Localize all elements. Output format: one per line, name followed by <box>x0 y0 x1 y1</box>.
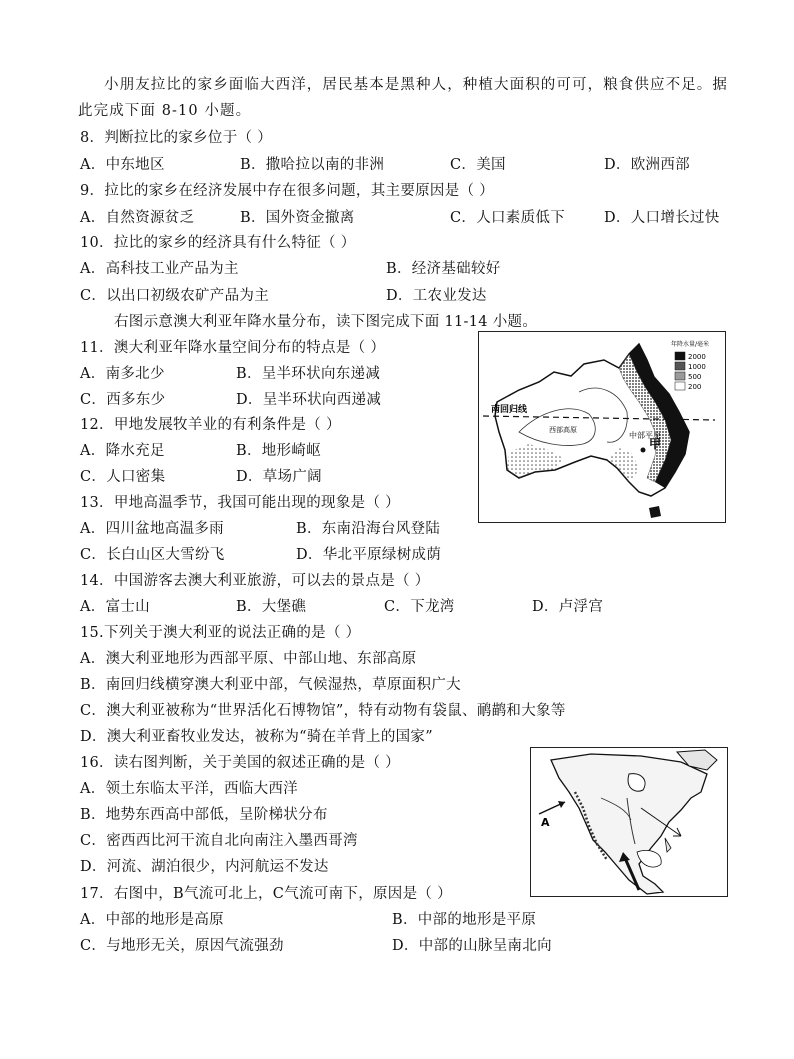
q13-option-d[interactable]: D．华北平原绿树成荫 <box>296 547 442 563</box>
q16-option-c[interactable]: C．密西西比河干流自北向南注入墨西哥湾 <box>80 833 358 849</box>
q8-option-b[interactable]: B．撒哈拉以南的非洲 <box>240 157 385 173</box>
q10-option-a[interactable]: A．高科技工业产品为主 <box>80 261 239 277</box>
q8-option-c[interactable]: C．美国 <box>450 157 506 173</box>
q12-stem: 12．甲地发展牧羊业的有利条件是（ ） <box>80 417 341 433</box>
legend-swatch-2000 <box>675 352 685 360</box>
q15-option-c[interactable]: C．澳大利亚被称为“世界活化石博物馆”，特有动物有袋鼠、鸸鹋和大象等 <box>80 703 566 719</box>
intro-8-10-line2: 此完成下面 8-10 小题。 <box>78 103 252 119</box>
north-america-airflow-map <box>530 747 728 897</box>
q16-option-b[interactable]: B．地势东西高中部低，呈阶梯状分布 <box>80 807 328 823</box>
q13-option-a[interactable]: A．四川盆地高温多雨 <box>80 521 224 537</box>
point-jia-marker <box>641 448 646 453</box>
q10-option-b[interactable]: B．经济基础较好 <box>386 261 501 277</box>
q12-option-b[interactable]: B．地形崎岖 <box>236 443 321 459</box>
legend-swatch-1000 <box>675 362 685 370</box>
q14-option-d[interactable]: D．卢浮宫 <box>532 599 604 615</box>
legend-title: 年降水量/毫米 <box>671 341 710 348</box>
q16-stem: 16．读右图判断，关于美国的叙述正确的是（ ） <box>80 755 400 771</box>
legend-label-2000: 2000 <box>688 353 706 361</box>
q14-option-a[interactable]: A．富士山 <box>80 599 150 615</box>
q9-option-b[interactable]: B．国外资金撤离 <box>240 210 355 226</box>
q11-option-c[interactable]: C．西多东少 <box>80 392 166 408</box>
q12-option-c[interactable]: C．人口密集 <box>80 469 166 485</box>
intro-11-14: 右图示意澳大利亚年降水量分布，读下图完成下面 11-14 小题。 <box>114 314 538 330</box>
q9-option-a[interactable]: A．自然资源贫乏 <box>80 210 195 226</box>
q10-option-c[interactable]: C．以出口初级农矿产品为主 <box>80 288 269 304</box>
legend-swatch-200 <box>675 382 685 390</box>
basin-label: 中部平原 <box>629 431 661 440</box>
q11-option-b[interactable]: B．呈半环状向东递减 <box>236 366 381 382</box>
q13-option-c[interactable]: C．长白山区大雪纷飞 <box>80 547 225 563</box>
intro-8-10-line1: 小朋友拉比的家乡面临大西洋，居民基本是黑种人，种植大面积的可可，粮食供应不足。据 <box>104 77 728 93</box>
q17-option-c[interactable]: C．与地形无关，原因气流强劲 <box>80 938 284 954</box>
tasmania <box>649 506 661 518</box>
q15-stem: 15.下列关于澳大利亚的说法正确的是（ ） <box>80 625 361 641</box>
q8-stem: 8．判断拉比的家乡位于（ ） <box>80 130 273 146</box>
q9-option-c[interactable]: C．人口素质低下 <box>450 210 565 226</box>
point-jia-label: 甲 <box>649 437 662 451</box>
q9-stem: 9．拉比的家乡在经济发展中存在很多问题，其主要原因是（ ） <box>80 183 495 199</box>
q11-option-d[interactable]: D．呈半环状向西递减 <box>236 392 382 408</box>
q10-option-d[interactable]: D．工农业发达 <box>386 288 487 304</box>
q9-option-d[interactable]: D．人口增长过快 <box>604 210 720 226</box>
q17-stem: 17．右图中，B气流可北上，C气流可南下，原因是（ ） <box>80 886 452 902</box>
florida <box>665 838 671 852</box>
q8-option-d[interactable]: D．欧洲西部 <box>604 157 690 173</box>
q14-option-c[interactable]: C．下龙湾 <box>384 599 455 615</box>
q10-stem: 10．拉比的家乡的经济具有什么特征（ ） <box>80 235 356 251</box>
q16-option-d[interactable]: D．河流、湖泊很少，内河航运不发达 <box>80 859 329 875</box>
q13-option-b[interactable]: B．东南沿海台风登陆 <box>296 521 441 537</box>
q8-option-a[interactable]: A．中东地区 <box>80 157 165 173</box>
q14-option-b[interactable]: B．大堡礁 <box>236 599 307 615</box>
q16-option-a[interactable]: A．领土东临太平洋，西临大西洋 <box>80 781 298 797</box>
q17-option-b[interactable]: B．中部的地形是平原 <box>392 912 537 928</box>
q15-option-a[interactable]: A．澳大利亚地形为西部平原、中部山地、东部高原 <box>80 651 417 667</box>
legend-label-1000: 1000 <box>688 363 706 371</box>
airflow-a-label: A <box>541 816 550 829</box>
legend-label-500: 500 <box>688 373 702 381</box>
australia-precipitation-map <box>478 331 726 523</box>
q11-option-a[interactable]: A．南多北少 <box>80 366 165 382</box>
legend <box>671 340 709 391</box>
legend-swatch-500 <box>675 372 685 380</box>
q12-option-a[interactable]: A．降水充足 <box>80 443 165 459</box>
q17-option-d[interactable]: D．中部的山脉呈南北向 <box>392 938 552 954</box>
tropic-label: 南回归线 <box>491 405 528 415</box>
q15-option-b[interactable]: B．南回归线横穿澳大利亚中部，气候湿热，草原面积广大 <box>80 677 461 693</box>
legend-label-200: 200 <box>688 383 702 391</box>
north-america-map-svg <box>531 748 727 896</box>
q15-option-d[interactable]: D．澳大利亚畜牧业发达，被称为“骑在羊背上的国家” <box>80 729 433 745</box>
q14-stem: 14．中国游客去澳大利亚旅游，可以去的景点是（ ） <box>80 573 430 589</box>
q11-stem: 11．澳大利亚年降水量空间分布的特点是（ ） <box>80 340 386 356</box>
q13-stem: 13．甲地高温季节，我国可能出现的现象是（ ） <box>80 495 400 511</box>
australia-map-svg <box>479 332 725 522</box>
west-plateau-label: 西部高原 <box>549 426 577 434</box>
gulf-of-mexico <box>637 851 661 868</box>
q17-option-a[interactable]: A．中部的地形是高原 <box>80 912 224 928</box>
q12-option-d[interactable]: D．草场广阔 <box>236 469 322 485</box>
